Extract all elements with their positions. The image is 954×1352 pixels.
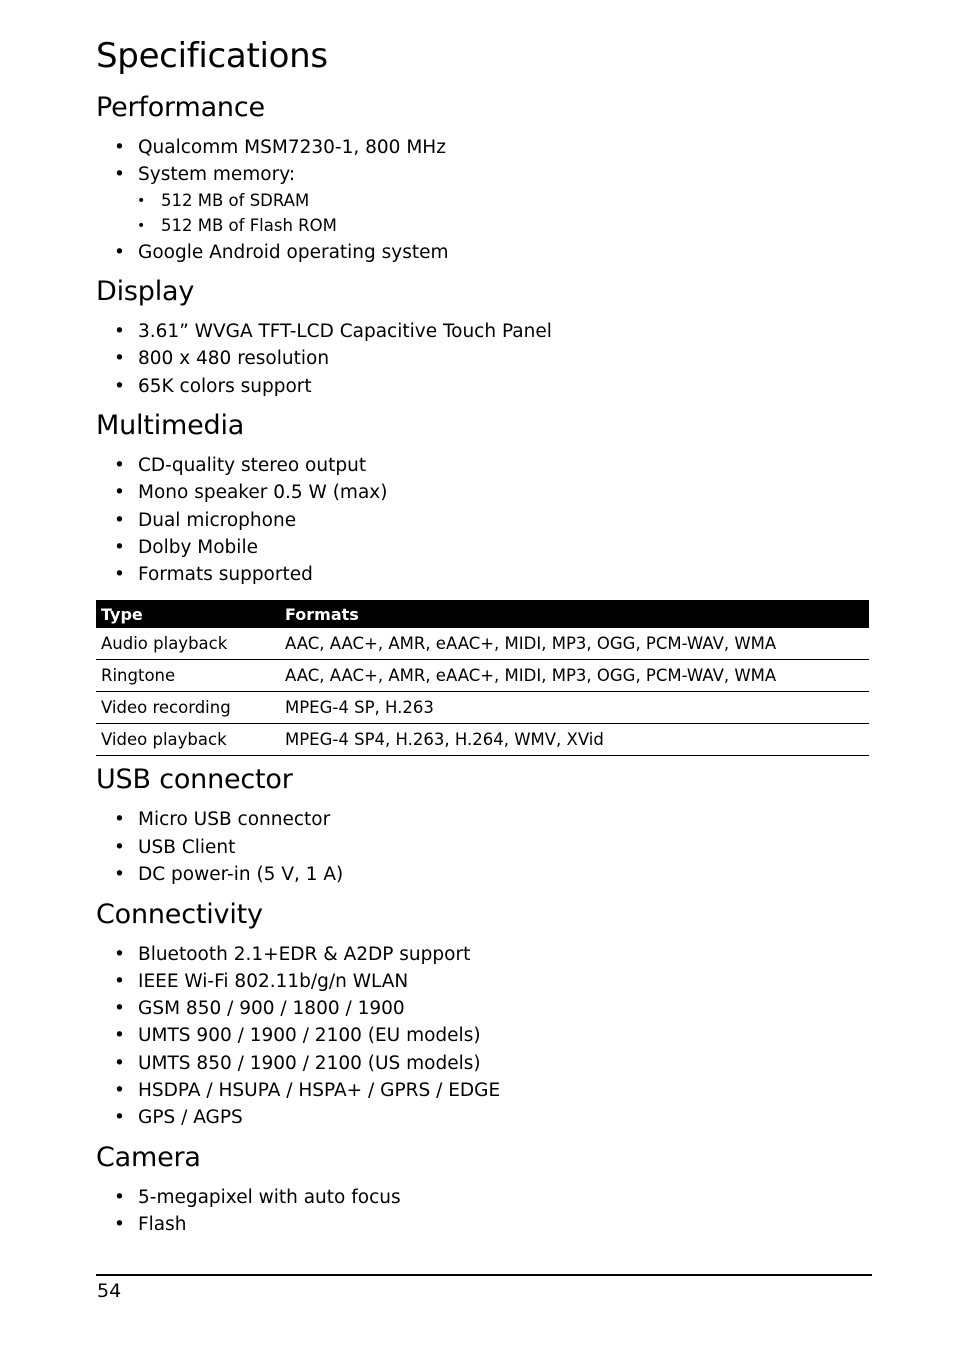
list-item: • GSM 850 / 900 / 1800 / 1900 [138,996,405,1022]
list-item: • Mono speaker 0.5 W (max) [138,480,387,506]
column-header-type: Type [96,600,280,628]
list-item: • IEEE Wi-Fi 802.11b/g/n WLAN [138,969,408,995]
list-item: • USB Client [138,835,235,861]
list-item: • CD-quality stereo output [138,453,366,479]
formats-table [96,600,869,756]
list-item: • HSDPA / HSUPA / HSPA+ / GPRS / EDGE [138,1078,500,1104]
table-row [96,724,869,756]
table-row [96,660,869,692]
section-heading-usb-connector: USB connector [96,764,293,795]
list-item: • UMTS 850 / 1900 / 2100 (US models) [138,1051,481,1077]
list-item: • Flash [138,1212,186,1238]
table-row [96,692,869,724]
section-heading-performance: Performance [96,92,265,123]
list-item: • Micro USB connector [138,807,330,833]
list-item: • GPS / AGPS [138,1105,243,1131]
table-cell-formats: AAC, AAC+, AMR, eAAC+, MIDI, MP3, OGG, PCM-WAV, WMA [280,628,869,660]
page-number: 54 [97,1280,122,1302]
table-row [96,628,869,660]
list-item: • Dolby Mobile [138,535,258,561]
table-cell-type: Video recording [96,692,280,724]
section-heading-camera: Camera [96,1142,201,1173]
sub-list-item: • 512 MB of Flash ROM [161,214,337,238]
list-item: • UMTS 900 / 1900 / 2100 (EU models) [138,1023,481,1049]
section-heading-connectivity: Connectivity [96,899,263,930]
table-cell-type: Ringtone [96,660,280,692]
list-item: • 3.61” WVGA TFT-LCD Capacitive Touch Panel [138,319,552,345]
list-item: • 65K colors support [138,374,312,400]
list-item: • System memory: [138,162,295,188]
section-heading-display: Display [96,276,195,307]
list-item: • Bluetooth 2.1+EDR & A2DP support [138,942,470,968]
table-cell-type: Audio playback [96,628,280,660]
list-item: • Dual microphone [138,508,296,534]
list-item: • 5-megapixel with auto focus [138,1185,401,1211]
list-item: • Qualcomm MSM7230-1, 800 MHz [138,135,446,161]
table-cell-formats: MPEG-4 SP4, H.263, H.264, WMV, XVid [280,724,869,756]
list-item: • Google Android operating system [138,240,449,266]
table-cell-formats: AAC, AAC+, AMR, eAAC+, MIDI, MP3, OGG, PCM-WAV, WMA [280,660,869,692]
list-item: • DC power-in (5 V, 1 A) [138,862,343,888]
footer-divider [96,1274,872,1276]
page-title: Specifications [96,36,328,76]
table-header-row [96,600,869,628]
list-item: • Formats supported [138,562,313,588]
list-item: • 800 x 480 resolution [138,346,329,372]
column-header-formats: Formats [280,600,869,628]
sub-list-item: • 512 MB of SDRAM [161,189,309,213]
table-cell-type: Video playback [96,724,280,756]
section-heading-multimedia: Multimedia [96,410,245,441]
table-cell-formats: MPEG-4 SP, H.263 [280,692,869,724]
